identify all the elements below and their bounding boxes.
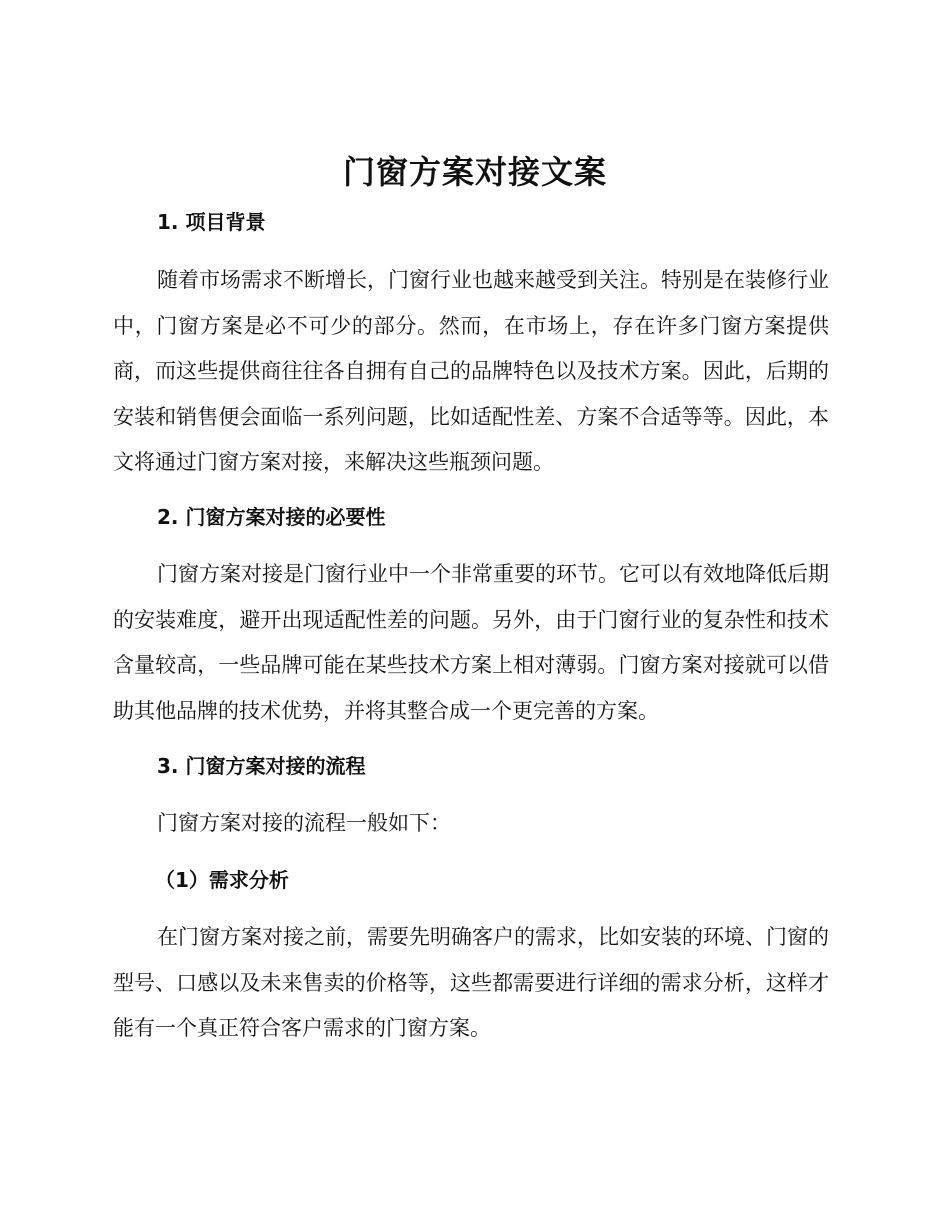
section-heading-background: 1. 项目背景 [157, 210, 266, 234]
subsection-heading-requirements: （1）需求分析 [155, 868, 289, 892]
section-paragraph-process: 门窗方案对接的流程一般如下： [157, 811, 451, 835]
section-paragraph-necessity: 门窗方案对接是门窗行业中一个非常重要的环节。它可以有效地降低后期的安装难度，避开出现适配性差的问题。另外，由于门窗行业的复杂性和技术含量较高，一些品牌可能在某些技术方案上相对薄弱。门窗方案对接就可以借助其他品牌的技术优势，并将其整合成一个更完善的方案。 [113, 562, 829, 723]
section-paragraph-background: 随着市场需求不断增长，门窗行业也越来越受到关注。特别是在装修行业中，门窗方案是必不可少的部分。然而，在市场上，存在许多门窗方案提供商，而这些提供商往往各自拥有自己的品牌特色以及技术方案。因此，后期的安装和销售便会面临一系列问题，比如适配性差、方案不合适等等。因此，本文将通过门窗方案对接，来解决这些瓶颈问题。 [113, 268, 829, 474]
subsection-paragraph-requirements: 在门窗方案对接之前，需要先明确客户的需求，比如安装的环境、门窗的型号、口感以及未来售卖的价格等，这些都需要进行详细的需求分析，这样才能有一个真正符合客户需求的门窗方案。 [113, 925, 829, 1040]
section-heading-process: 3. 门窗方案对接的流程 [157, 754, 366, 778]
document-title: 门窗方案对接文案 [342, 153, 607, 191]
section-heading-necessity: 2. 门窗方案对接的必要性 [157, 505, 386, 529]
